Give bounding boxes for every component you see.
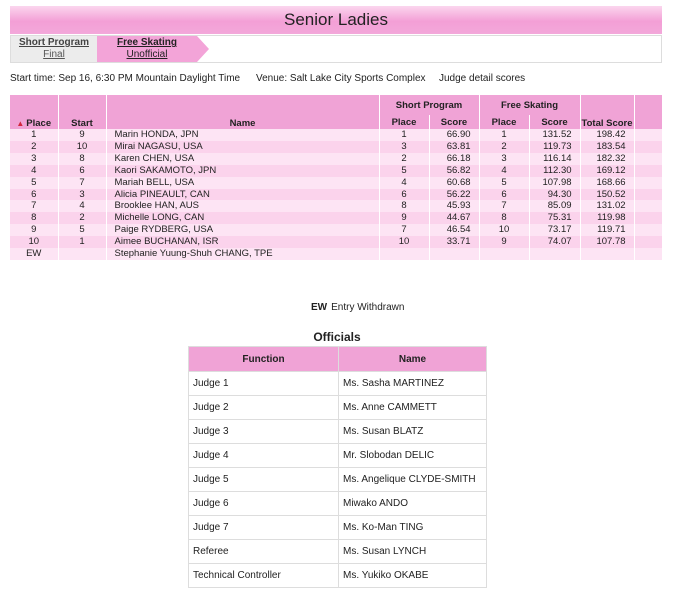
- cell-fs-place: 2: [479, 141, 529, 153]
- officials-row: [189, 516, 487, 540]
- cell-extra: [634, 212, 662, 224]
- cell-start: 9: [58, 129, 106, 141]
- cell-name[interactable]: Paige RYDBERG, USA: [106, 224, 379, 236]
- cell-total: 168.66: [580, 177, 634, 189]
- cell-fs-score: 85.09: [529, 200, 580, 212]
- cell-fs-score: 94.30: [529, 189, 580, 201]
- cell-start: 1: [58, 236, 106, 248]
- col-extra-header: [634, 95, 662, 129]
- cell-place: 6: [10, 189, 58, 201]
- col-sp-place-header[interactable]: Place: [379, 115, 429, 129]
- cell-fs-place: 10: [479, 224, 529, 236]
- breadcrumb-short-program[interactable]: [11, 36, 97, 62]
- cell-sp-place: 6: [379, 189, 429, 201]
- cell-sp-score: 33.71: [429, 236, 479, 248]
- official-function: Judge 2: [189, 396, 339, 420]
- breadcrumb-free-skating-label[interactable]: Free Skating: [116, 37, 178, 48]
- cell-sp-score: 45.93: [429, 200, 479, 212]
- cell-total: 107.78: [580, 236, 634, 248]
- cell-name[interactable]: Karen CHEN, USA: [106, 153, 379, 165]
- col-sp-score-header[interactable]: Score: [429, 115, 479, 129]
- cell-place: 8: [10, 212, 58, 224]
- officials-table: [188, 346, 487, 588]
- cell-sp-score: 56.22: [429, 189, 479, 201]
- cell-sp-place: 7: [379, 224, 429, 236]
- cell-fs-score: 107.98: [529, 177, 580, 189]
- col-start-header[interactable]: Start: [58, 95, 106, 129]
- cell-sp-score: 60.68: [429, 177, 479, 189]
- official-name: Ms. Susan BLATZ: [339, 420, 487, 444]
- table-row: [10, 177, 662, 189]
- cell-sp-score: 46.54: [429, 224, 479, 236]
- legend-code: EW: [311, 302, 328, 313]
- cell-name[interactable]: Brooklee HAN, AUS: [106, 200, 379, 212]
- cell-name[interactable]: Michelle LONG, CAN: [106, 212, 379, 224]
- cell-sp-score: 56.82: [429, 165, 479, 177]
- cell-extra: [634, 165, 662, 177]
- cell-start: 10: [58, 141, 106, 153]
- table-row: [10, 189, 662, 201]
- cell-sp-place: 2: [379, 153, 429, 165]
- col-fs-score-header[interactable]: Score: [529, 115, 580, 129]
- results-table: [10, 95, 663, 260]
- cell-sp-place: 9: [379, 212, 429, 224]
- cell-sp-place: 8: [379, 200, 429, 212]
- cell-place: EW: [10, 248, 58, 260]
- official-function: Judge 6: [189, 492, 339, 516]
- cell-fs-place: 7: [479, 200, 529, 212]
- official-name: Ms. Angelique CLYDE-SMITH: [339, 468, 487, 492]
- table-row: [10, 248, 662, 260]
- cell-fs-place: 5: [479, 177, 529, 189]
- cell-name[interactable]: Mariah BELL, USA: [106, 177, 379, 189]
- col-total-header[interactable]: Total Score: [580, 95, 634, 129]
- cell-name[interactable]: Aimee BUCHANAN, ISR: [106, 236, 379, 248]
- legend: [311, 302, 404, 313]
- official-name: Ms. Yukiko OKABE: [339, 564, 487, 588]
- official-name: Ms. Sasha MARTINEZ: [339, 372, 487, 396]
- cell-extra: [634, 224, 662, 236]
- cell-total: [580, 248, 634, 260]
- cell-start: 5: [58, 224, 106, 236]
- place-header-label: Place: [26, 118, 52, 129]
- breadcrumb-short-program-status[interactable]: Final: [43, 49, 65, 60]
- cell-extra: [634, 141, 662, 153]
- page-title: Senior Ladies: [10, 6, 662, 34]
- cell-fs-place: 6: [479, 189, 529, 201]
- breadcrumb-short-program-label[interactable]: Short Program: [18, 37, 89, 48]
- cell-fs-score: 119.73: [529, 141, 580, 153]
- col-short-program-header: Short Program: [379, 95, 479, 115]
- officials-row: [189, 540, 487, 564]
- official-function: Judge 4: [189, 444, 339, 468]
- officials-function-header: Function: [189, 347, 339, 372]
- cell-fs-place: 8: [479, 212, 529, 224]
- cell-place: 2: [10, 141, 58, 153]
- breadcrumb-free-skating[interactable]: [97, 36, 197, 62]
- col-free-skating-header: Free Skating: [479, 95, 580, 115]
- cell-sp-place: 4: [379, 177, 429, 189]
- cell-fs-score: 116.14: [529, 153, 580, 165]
- officials-row: [189, 468, 487, 492]
- official-function: Judge 5: [189, 468, 339, 492]
- cell-extra: [634, 177, 662, 189]
- cell-total: 183.54: [580, 141, 634, 153]
- cell-start: 2: [58, 212, 106, 224]
- col-name-header[interactable]: Name: [106, 95, 379, 129]
- official-name: Miwako ANDO: [339, 492, 487, 516]
- cell-extra: [634, 236, 662, 248]
- table-row: [10, 165, 662, 177]
- cell-sp-place: 1: [379, 129, 429, 141]
- table-row: [10, 236, 662, 248]
- cell-name[interactable]: Alicia PINEAULT, CAN: [106, 189, 379, 201]
- cell-extra: [634, 200, 662, 212]
- cell-place: 3: [10, 153, 58, 165]
- official-name: Ms. Anne CAMMETT: [339, 396, 487, 420]
- cell-total: 182.32: [580, 153, 634, 165]
- cell-fs-place: 4: [479, 165, 529, 177]
- table-row: [10, 141, 662, 153]
- cell-fs-score: 73.17: [529, 224, 580, 236]
- cell-sp-score: 66.18: [429, 153, 479, 165]
- official-function: Technical Controller: [189, 564, 339, 588]
- cell-fs-place: 3: [479, 153, 529, 165]
- cell-name[interactable]: Marin HONDA, JPN: [106, 129, 379, 141]
- cell-sp-score: 66.90: [429, 129, 479, 141]
- cell-fs-score: [529, 248, 580, 260]
- legend-text: Entry Withdrawn: [331, 302, 405, 313]
- cell-place: 1: [10, 129, 58, 141]
- cell-start: 6: [58, 165, 106, 177]
- cell-place: 7: [10, 200, 58, 212]
- official-function: Judge 7: [189, 516, 339, 540]
- cell-place: 9: [10, 224, 58, 236]
- cell-extra: [634, 248, 662, 260]
- cell-fs-score: 75.31: [529, 212, 580, 224]
- cell-place: 4: [10, 165, 58, 177]
- cell-place: 10: [10, 236, 58, 248]
- officials-row: [189, 492, 487, 516]
- judge-detail-link[interactable]: Judge detail scores: [439, 73, 526, 84]
- cell-fs-score: 131.52: [529, 129, 580, 141]
- cell-sp-score: 44.67: [429, 212, 479, 224]
- cell-name[interactable]: Stephanie Yuung-Shuh CHANG, TPE: [106, 248, 379, 260]
- cell-total: 150.52: [580, 189, 634, 201]
- breadcrumb-free-skating-status[interactable]: Unofficial: [126, 49, 168, 60]
- cell-total: 169.12: [580, 165, 634, 177]
- up-arrow-icon: ▲: [16, 119, 25, 128]
- cell-start: 8: [58, 153, 106, 165]
- cell-total: 198.42: [580, 129, 634, 141]
- cell-sp-score: [429, 248, 479, 260]
- cell-total: 119.71: [580, 224, 634, 236]
- col-place-header[interactable]: [10, 95, 58, 129]
- officials-row: [189, 444, 487, 468]
- cell-extra: [634, 189, 662, 201]
- start-time: Start time: Sep 16, 6:30 PM Mountain Daylight Time: [10, 73, 241, 84]
- cell-fs-place: 9: [479, 236, 529, 248]
- officials-name-header: Name: [339, 347, 487, 372]
- cell-fs-score: 74.07: [529, 236, 580, 248]
- cell-sp-place: 5: [379, 165, 429, 177]
- cell-place: 5: [10, 177, 58, 189]
- cell-fs-score: 112.30: [529, 165, 580, 177]
- official-function: Judge 3: [189, 420, 339, 444]
- table-row: [10, 224, 662, 236]
- cell-extra: [634, 129, 662, 141]
- officials-row: [189, 564, 487, 588]
- cell-total: 119.98: [580, 212, 634, 224]
- cell-start: 4: [58, 200, 106, 212]
- cell-start: 7: [58, 177, 106, 189]
- table-row: [10, 200, 662, 212]
- cell-fs-place: 1: [479, 129, 529, 141]
- cell-name[interactable]: Mirai NAGASU, USA: [106, 141, 379, 153]
- cell-sp-place: 3: [379, 141, 429, 153]
- official-function: Judge 1: [189, 372, 339, 396]
- official-name: Mr. Slobodan DELIC: [339, 444, 487, 468]
- col-fs-place-header[interactable]: Place: [479, 115, 529, 129]
- table-row: [10, 212, 662, 224]
- official-function: Referee: [189, 540, 339, 564]
- cell-extra: [634, 153, 662, 165]
- cell-sp-score: 63.81: [429, 141, 479, 153]
- table-row: [10, 153, 662, 165]
- cell-total: 131.02: [580, 200, 634, 212]
- venue: Venue: Salt Lake City Sports Complex: [256, 73, 426, 84]
- cell-name[interactable]: Kaori SAKAMOTO, JPN: [106, 165, 379, 177]
- cell-fs-place: [479, 248, 529, 260]
- cell-sp-place: [379, 248, 429, 260]
- official-name: Ms. Susan LYNCH: [339, 540, 487, 564]
- officials-row: [189, 420, 487, 444]
- officials-title: Officials: [313, 330, 361, 344]
- officials-row: [189, 372, 487, 396]
- cell-start: 3: [58, 189, 106, 201]
- segment-breadcrumb: [10, 35, 662, 63]
- cell-start: [58, 248, 106, 260]
- official-name: Ms. Ko-Man TING: [339, 516, 487, 540]
- officials-row: [189, 396, 487, 420]
- cell-sp-place: 10: [379, 236, 429, 248]
- table-row: [10, 129, 662, 141]
